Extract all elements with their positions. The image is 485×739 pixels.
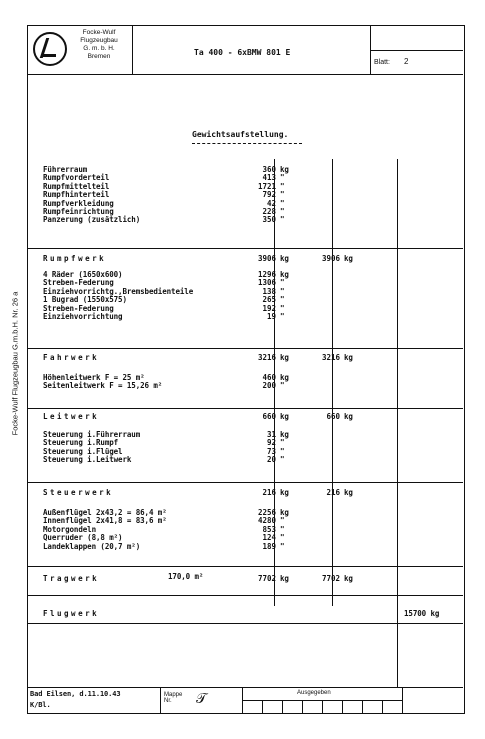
item-weight: 792: [262, 190, 276, 200]
section-total-unit: kg: [280, 574, 289, 583]
item-label: Streben-Federung: [43, 303, 114, 313]
item-label: Steuerung i.Rumpf: [43, 438, 119, 448]
section-total-unit: kg: [280, 412, 289, 421]
section-sum: 3906: [321, 254, 340, 263]
section-name: Tragwerk: [43, 574, 100, 583]
mappe-signature-icon: 𝒯: [196, 691, 207, 707]
ausgegeben-label: Ausgegeben: [297, 690, 331, 696]
section-total-unit: kg: [280, 254, 289, 263]
item-weight: 73: [266, 446, 276, 456]
column-divider: [332, 159, 333, 606]
section-sum-unit: kg: [344, 353, 353, 362]
item-unit: ": [280, 533, 285, 543]
section-divider: [28, 408, 463, 409]
item-label: Rumpfeinrichtung: [43, 207, 114, 216]
item-label: Einziehvorrichtung: [43, 312, 123, 321]
item-label: Landeklappen (20,7 m²): [43, 541, 141, 551]
item-unit: ": [280, 286, 285, 296]
footer-initials: K/Bl.: [30, 701, 51, 709]
aircraft-title: Ta 400 - 6xBMW 801 E: [132, 26, 371, 74]
item-weight: 360: [262, 165, 276, 174]
item-weight: 1721: [257, 181, 276, 191]
item-weight: 42: [266, 198, 276, 208]
footer-ausgegeben: [242, 688, 403, 714]
item-unit: kg: [280, 508, 289, 517]
item-weight: 19: [266, 312, 276, 321]
item-unit: kg: [280, 430, 289, 439]
item-label: Rumpfverkleidung: [43, 198, 114, 208]
item-label: Motorgondeln: [43, 524, 96, 534]
item-label: Steuerung i.Führerraum: [43, 430, 141, 439]
section-sum-unit: kg: [344, 254, 353, 263]
footer-mappe: [160, 688, 243, 714]
item-label: Rumpfmittelteil: [43, 181, 110, 191]
item-label: Rumpfhinterteil: [43, 190, 110, 200]
item-unit: ": [280, 303, 285, 313]
item-unit: kg: [280, 165, 289, 174]
item-weight: 20: [266, 455, 276, 465]
section-sum-unit: kg: [344, 488, 353, 497]
footer-place-date: [28, 688, 161, 714]
section-divider: [28, 248, 463, 249]
footer-block: [28, 687, 463, 714]
section-total-unit: kg: [280, 353, 289, 362]
item-weight: 124: [262, 533, 276, 543]
item-unit: ": [280, 446, 285, 456]
section-total: 216: [262, 488, 276, 497]
item-unit: ": [280, 295, 285, 305]
column-divider: [397, 159, 398, 687]
item-unit: ": [280, 278, 285, 288]
section-total: 3906: [257, 254, 276, 263]
title-block: [28, 26, 463, 75]
section-divider: [28, 623, 463, 624]
item-label: Seitenleitwerk F = 15,26 m²: [43, 381, 163, 391]
section-area: 170,0 m²: [168, 572, 204, 581]
item-weight: 413: [262, 173, 276, 183]
item-weight: 31: [266, 430, 276, 439]
section-sum-unit: kg: [344, 574, 353, 583]
item-weight: 92: [266, 438, 276, 448]
section-divider: [28, 482, 463, 483]
item-unit: ": [280, 516, 285, 526]
item-unit: ": [280, 215, 285, 225]
document-sheet: [27, 25, 465, 714]
section-divider: [28, 566, 463, 567]
section-name: Rumpfwerk: [43, 254, 107, 263]
item-label: Innenflügel 2x41,8 = 83,6 m²: [43, 516, 167, 526]
item-unit: ": [280, 190, 285, 200]
item-weight: 200: [262, 381, 276, 391]
item-unit: ": [280, 207, 285, 216]
section-total: 660: [262, 412, 276, 421]
section-name: Flugwerk: [43, 609, 100, 618]
mappe-label: Mappe Nr.: [164, 692, 183, 704]
item-unit: ": [280, 381, 285, 391]
item-weight: 2256: [257, 508, 276, 517]
company-logo-block: [28, 26, 133, 74]
item-weight: 1306: [257, 278, 276, 288]
item-unit: kg: [280, 373, 289, 382]
section-name: Leitwerk: [43, 412, 100, 421]
heading-underline: [192, 143, 302, 144]
section-divider: [28, 595, 463, 596]
footer-place: Bad Eilsen, d.11.10.43: [30, 690, 121, 698]
item-weight: 228: [262, 207, 276, 216]
sheet-number: Blatt: 2: [370, 50, 463, 75]
item-label: Querruder (8,8 m²): [43, 533, 123, 543]
item-label: Außenflügel 2x43,2 = 86,4 m²: [43, 508, 167, 517]
item-unit: ": [280, 173, 285, 183]
item-weight: 853: [262, 524, 276, 534]
item-weight: 350: [262, 215, 276, 225]
side-margin-text: Focke-Wulf Flugzeugbau G.m.b.H. Nr. 26 a: [10, 291, 20, 436]
item-weight: 189: [262, 541, 276, 551]
item-unit: kg: [280, 270, 289, 279]
item-label: Einziehvorrichtg.,Bremsbedienteile: [43, 286, 194, 296]
item-unit: ": [280, 181, 285, 191]
section-sum: 7702: [321, 574, 340, 583]
item-label: 4 Räder (1650x600): [43, 270, 123, 279]
item-weight: 265: [262, 295, 276, 305]
item-weight: 1296: [257, 270, 276, 279]
item-weight: 138: [262, 286, 276, 296]
item-label: 1 Bugrad (1550x575): [43, 295, 127, 305]
section-divider: [28, 348, 463, 349]
section-total-unit: kg: [280, 488, 289, 497]
item-unit: ": [280, 524, 285, 534]
grand-total: 15700 kg: [404, 609, 440, 618]
item-weight: 192: [262, 303, 276, 313]
section-total: 7702: [257, 574, 276, 583]
focke-wulf-logo-icon: [33, 32, 67, 66]
item-unit: ": [280, 438, 285, 448]
item-label: Höhenleitwerk F = 25 m²: [43, 373, 145, 382]
item-label: Streben-Federung: [43, 278, 114, 288]
section-sum: 216: [326, 488, 340, 497]
item-label: Steuerung i.Flügel: [43, 446, 123, 456]
item-label: Panzerung (zusätzlich): [43, 215, 141, 225]
item-label: Rumpfvorderteil: [43, 173, 110, 183]
item-label: Führerraum: [43, 165, 88, 174]
section-sum: 3216: [321, 353, 340, 362]
document-heading: Gewichtsaufstellung.: [192, 130, 289, 139]
section-name: Steuerwerk: [43, 488, 114, 497]
item-unit: ": [280, 455, 285, 465]
section-name: Fahrwerk: [43, 353, 100, 362]
item-unit: ": [280, 541, 285, 551]
company-name: Focke-Wulf Flugzeugbau G. m. b. H. Bremen: [80, 29, 118, 60]
item-unit: ": [280, 198, 285, 208]
item-weight: 4280: [257, 516, 276, 526]
item-unit: ": [280, 312, 285, 321]
section-sum: 660: [326, 412, 340, 421]
item-label: Steuerung i.Leitwerk: [43, 455, 132, 465]
section-total: 3216: [257, 353, 276, 362]
item-weight: 460: [262, 373, 276, 382]
section-sum-unit: kg: [344, 412, 353, 421]
